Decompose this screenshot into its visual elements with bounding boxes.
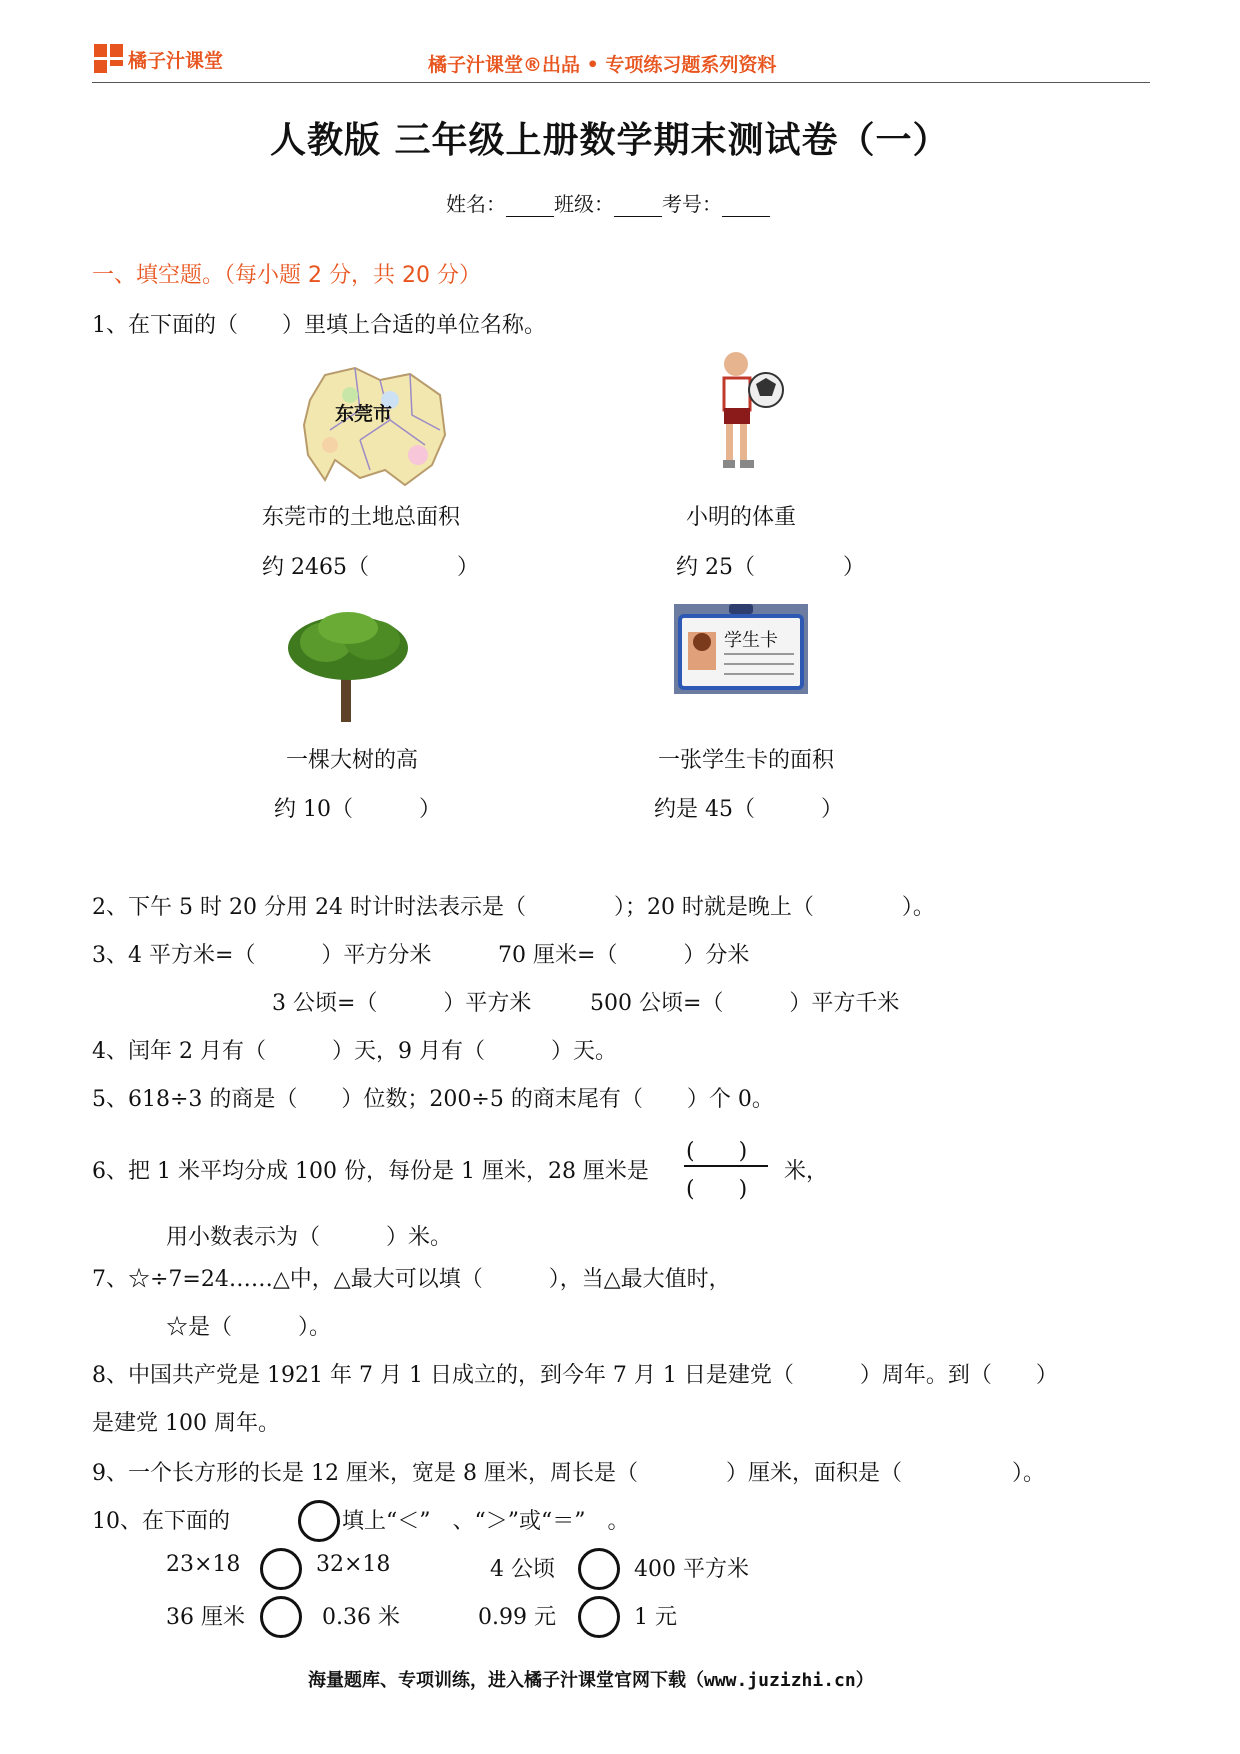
q1-answer-card: 约是 45（ ） (654, 797, 843, 822)
class-label: 班级： (554, 192, 614, 216)
question-8-line1: 8、中国共产党是 1921 年 7 月 1 日成立的，到今年 7 月 1 日是建党（ ）周年。到（ ） (92, 1363, 1058, 1388)
q10-pair3-right: 0.36 米 (322, 1605, 400, 1630)
tree-image (286, 608, 412, 726)
q10-pair2-right: 400 平方米 (634, 1557, 749, 1582)
question-7-line1: 7、☆÷7=24……△中，△最大可以填（ ），当△最大值时， (92, 1267, 731, 1292)
header-tagline: 橘子汁课堂®出品 • 专项练习题系列资料 (428, 54, 777, 76)
q10-pair3-left: 36 厘米 (166, 1605, 245, 1630)
question-4: 4、闰年 2 月有（ ）天，9 月有（ ）天。 (92, 1039, 617, 1064)
brand-name: 橘子汁课堂 (128, 50, 224, 72)
brand-logo-icon (94, 44, 124, 74)
question-3-line2a: 3 公顷=（ ）平方米 (272, 991, 532, 1016)
q10-pair4-left: 0.99 元 (478, 1605, 556, 1630)
name-label: 姓名： (446, 192, 506, 216)
q10-pair3-circle[interactable] (260, 1596, 302, 1638)
question-6-line2: 用小数表示为（ ）米。 (166, 1225, 453, 1250)
q10-sample-circle (298, 1500, 340, 1542)
id-field[interactable] (722, 196, 770, 217)
student-card-image (674, 604, 808, 694)
q1-answer-weight: 约 25（ ） (676, 555, 865, 580)
question-3-line1b: 70 厘米=（ ）分米 (498, 943, 750, 968)
q10-pair2-left: 4 公顷 (490, 1557, 555, 1582)
q1-caption-area: 东莞市的土地总面积 (262, 505, 461, 530)
q6-numerator: ( ) (686, 1139, 748, 1164)
q1-answer-area: 约 2465（ ） (262, 555, 479, 580)
page-footer: 海量题库、专项训练，进入橘子汁课堂官网下载（www.juzizhi.cn） (308, 1670, 874, 1691)
q1-caption-card: 一张学生卡的面积 (658, 748, 835, 773)
q10-pair2-circle[interactable] (578, 1548, 620, 1590)
q10-pair4-circle[interactable] (578, 1596, 620, 1638)
question-5: 5、618÷3 的商是（ ）位数；200÷5 的商末尾有（ ）个 0。 (92, 1087, 774, 1112)
q10-pair1-circle[interactable] (260, 1548, 302, 1590)
header-divider (92, 82, 1150, 83)
map-label: 东莞市 (335, 403, 393, 425)
class-field[interactable] (614, 196, 662, 217)
question-1-stem: 1、在下面的（ ）里填上合适的单位名称。 (92, 313, 546, 338)
q10-pair4-right: 1 元 (634, 1605, 677, 1630)
question-3-line2b: 500 公顷=（ ）平方千米 (590, 991, 900, 1016)
card-label: 学生卡 (724, 630, 778, 651)
dongguan-map-image (300, 360, 450, 490)
question-10-suffix: 填上“＜” 、“＞”或“＝” 。 (342, 1509, 630, 1534)
question-8-line2: 是建党 100 周年。 (92, 1411, 280, 1436)
question-9: 9、一个长方形的长是 12 厘米，宽是 8 厘米，周长是（ ）厘米，面积是（ ）。 (92, 1461, 1045, 1486)
question-7-line2: ☆是（ ）。 (166, 1315, 332, 1340)
question-3-line1a: 3、4 平方米=（ ）平方分米 (92, 943, 432, 968)
question-2: 2、下午 5 时 20 分用 24 时计时法表示是（ ）；20 时就是晚上（ ）。 (92, 895, 935, 920)
question-6-prefix: 6、把 1 米平均分成 100 份，每份是 1 厘米，28 厘米是 (92, 1159, 649, 1184)
q1-answer-tree: 约 10（ ） (274, 797, 441, 822)
q10-pair1-right: 32×18 (316, 1552, 391, 1577)
q10-pair1-left: 23×18 (166, 1552, 241, 1577)
student-info (446, 188, 770, 217)
id-label: 考号： (662, 192, 722, 216)
q6-denominator: ( ) (686, 1177, 748, 1202)
section-heading: 一、填空题。（每小题 2 分，共 20 分） (92, 263, 481, 288)
q1-caption-tree: 一棵大树的高 (286, 748, 419, 773)
name-field[interactable] (506, 196, 554, 217)
q6-fraction-bar (684, 1165, 768, 1167)
page-title: 人教版 三年级上册数学期末测试卷（一） (270, 120, 950, 161)
q1-caption-weight: 小明的体重 (686, 505, 797, 530)
question-10-prefix: 10、在下面的 (92, 1509, 230, 1534)
q6-suffix: 米， (784, 1159, 829, 1184)
boy-with-ball-image (708, 348, 788, 488)
